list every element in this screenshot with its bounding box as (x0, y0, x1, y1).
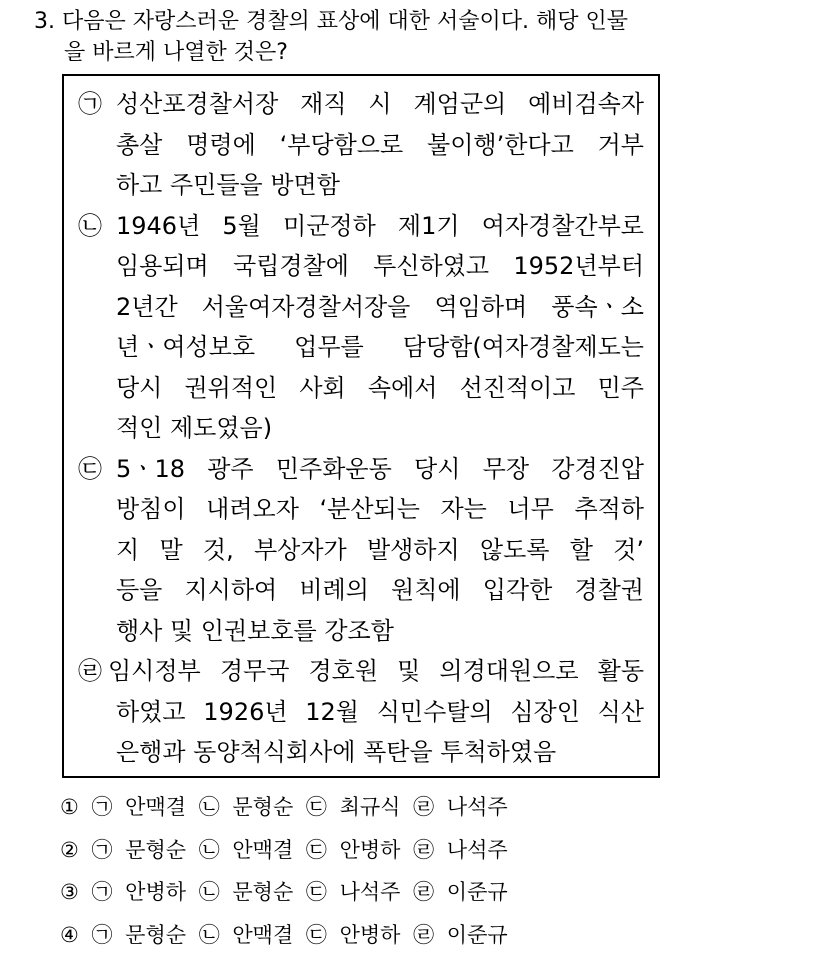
passage-line: 은행과 동양척식회사에 폭탄을 투척하였음 (116, 732, 644, 772)
passage-line: 등을 지시하여 비례의 원칙에 입각한 경찰권 (116, 570, 644, 610)
answer-choice-2[interactable]: ② ㉠ 문형순 ㉡ 안맥결 ㉢ 안병하 ㉣ 나석주 (60, 831, 508, 874)
passage-line: 당시 권위적인 사회 속에서 선진적이고 민주 (116, 368, 644, 408)
question-text-line-2: 을 바르게 나열한 것은? (34, 37, 628, 68)
passage-line: 임시정부 경무국 경호원 및 의경대원으로 활동 (108, 651, 644, 691)
item-marker: ㉠ (78, 84, 102, 124)
passage-line: 총살 명령에 ‘부당함으로 불이행’한다고 거부 (116, 125, 644, 165)
passage-box (62, 74, 660, 778)
passage-line: 하였고 1926년 12월 식민수탈의 심장인 식산 (116, 692, 644, 732)
answer-choice-3[interactable]: ③ ㉠ 안병하 ㉡ 문형순 ㉢ 나석주 ㉣ 이준규 (60, 873, 508, 916)
answer-choice-4[interactable]: ④ ㉠ 문형순 ㉡ 안맥결 ㉢ 안병하 ㉣ 이준규 (60, 916, 508, 958)
item-marker: ㉢ (78, 449, 102, 489)
passage-line: 년ㆍ여성보호 업무를 담당함(여자경찰제도는 (116, 327, 644, 367)
passage-line: 성산포경찰서장 재직 시 계엄군의 예비검속자 (116, 84, 644, 124)
passage-line: 하고 주민들을 방면함 (116, 165, 644, 205)
answer-choice-1[interactable]: ① ㉠ 안맥결 ㉡ 문형순 ㉢ 최규식 ㉣ 나석주 (60, 788, 508, 831)
passage-line: 5ㆍ18 광주 민주화운동 당시 무장 강경진압 (116, 449, 644, 489)
question-stem (34, 6, 628, 68)
item-marker: ㉡ (78, 206, 102, 246)
passage-line: 방침이 내려오자 ‘분산되는 자는 너무 추적하 (116, 489, 644, 529)
passage-line: 지 말 것, 부상자가 발생하지 않도록 할 것’ (116, 530, 644, 570)
passage-line: 1946년 5월 미군정하 제1기 여자경찰간부로 (116, 206, 644, 246)
passage-line: 2년간 서울여자경찰서장을 역임하며 풍속ㆍ소 (116, 287, 644, 327)
passage-line: 행사 및 인권보호를 강조함 (116, 611, 644, 651)
answer-choices (60, 788, 508, 958)
passage-line: 임용되며 국립경찰에 투신하였고 1952년부터 (116, 246, 644, 286)
passage-line: 적인 제도였음) (116, 408, 644, 448)
item-marker: ㉣ (78, 651, 102, 691)
question-text-line-1: 3. 다음은 자랑스러운 경찰의 표상에 대한 서술이다. 해당 인물 (34, 6, 628, 37)
